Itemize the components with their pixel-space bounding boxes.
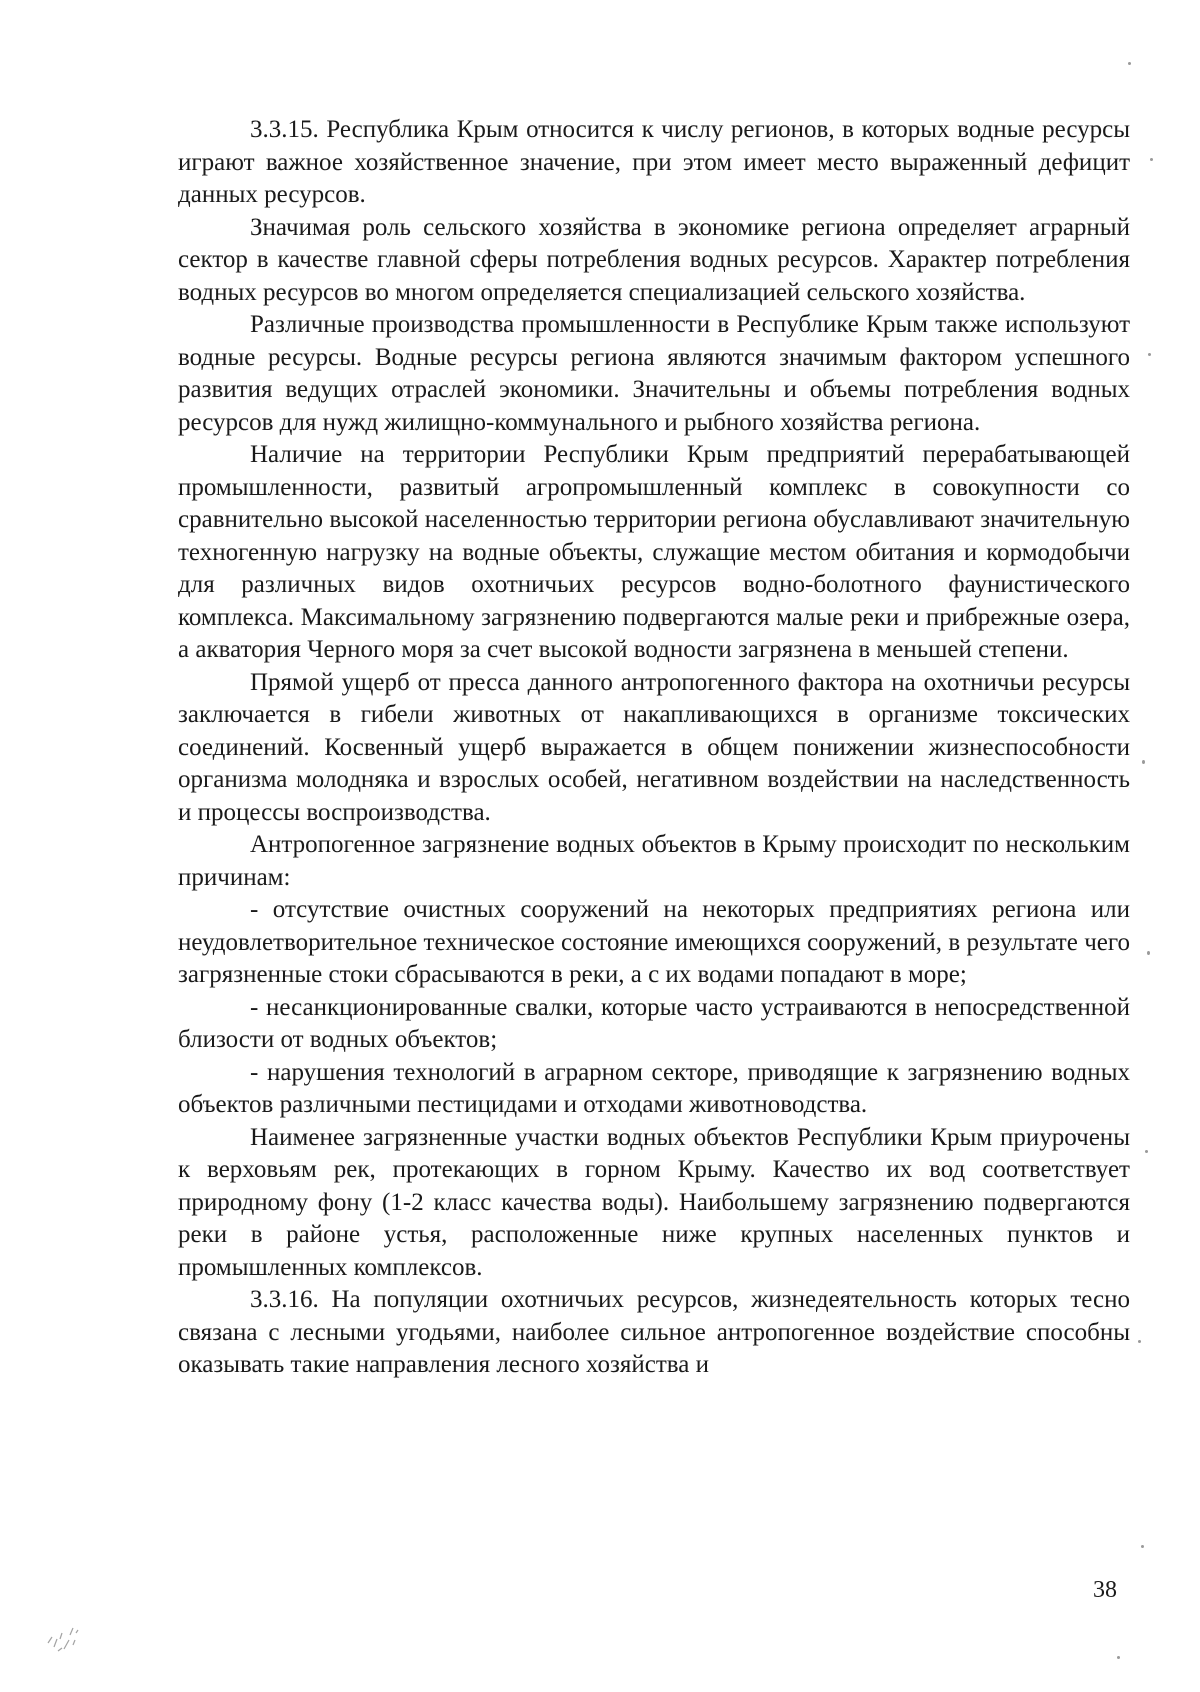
scan-speck — [1148, 353, 1151, 356]
list-item-dumps: - несанкционированные свалки, которые часто устраиваются в непосредственной близости от водных объектов; — [178, 993, 1130, 1053]
scan-speck — [1142, 760, 1145, 764]
paragraph-technogenic-load: Наличие на территории Республики Крым предприятий перерабатывающей промышленности, развитый агропромышленный комплекс в совокупности со сравнительно высокой населенностью территории региона обуславливают значительную техногенную нагрузку на водные объекты, служащие местом обитания и кормодобычи для различных видов охотничьих ресурсов водно-болотного фаунистического комплекса. Максимальному загрязнению подвергаются малые реки и прибрежные озера, а акватория Черного моря за счет высокой водности загрязнена в меньшей степени. — [178, 441, 1130, 663]
paragraph-pollution-causes: Антропогенное загрязнение водных объектов в Крыму происходит по нескольким причинам: — [178, 831, 1130, 891]
paragraph-industry: Различные производства промышленности в Республике Крым также используют водные ресурсы. Водные ресурсы региона являются значимым фактором успешного развития ведущих отраслей экономики. Значительны и объемы потребления водных ресурсов для нужд жилищно-коммунального и рыбного хозяйства региона. — [178, 311, 1130, 436]
scan-speck — [1150, 158, 1153, 161]
document-body — [178, 114, 1130, 1382]
paragraph-agriculture: Значимая роль сельского хозяйства в экономике региона определяет аграрный сектор в качестве главной сферы потребления водных ресурсов. Характер потребления водных ресурсов во многом определяется специализацией сельского хозяйства. — [178, 213, 1130, 306]
paragraph-damage: Прямой ущерб от пресса данного антропогенного фактора на охотничьи ресурсы заключается в гибели животных от накапливающихся в организме токсических соединений. Косвенный ущерб выражается в общем понижении жизнеспособности организма молодняка и взрослых особей, негативном воздействии на наследственность и процессы воспроизводства. — [178, 668, 1130, 826]
scan-speck — [1117, 1656, 1120, 1659]
paragraph-least-polluted: Наименее загрязненные участки водных объектов Республики Крым приурочены к верховьям рек, протекающих в горном Крыму. Качество их вод соответствует природному фону (1-2 класс качества воды). Наибольшему загрязнению подвергаются реки в районе устья, расположенные ниже крупных населенных пунктов и промышленных комплексов. — [178, 1123, 1130, 1281]
scan-speck — [1147, 951, 1150, 955]
list-item-treatment-facilities: - отсутствие очистных сооружений на некоторых предприятиях региона или неудовлетворительное техническое состояние имеющихся сооружений, в результате чего загрязненные стоки сбрасываются в реки, а с их водами попадают в море; — [178, 896, 1130, 988]
scan-speck — [1128, 62, 1131, 65]
scan-smudge-mark — [40, 1605, 120, 1655]
scan-speck — [1145, 1150, 1148, 1153]
paragraph-3-3-16: 3.3.16. На популяции охотничьих ресурсов, жизнедеятельность которых тесно связана с лесными угодьями, наиболее сильное антропогенное воздействие способны оказывать такие направления лесного хозяйства и — [178, 1286, 1130, 1378]
scan-speck — [1141, 1545, 1144, 1548]
list-item-agrarian: - нарушения технологий в аграрном секторе, приводящие к загрязнению водных объектов различными пестицидами и отходами животноводства. — [178, 1058, 1130, 1118]
page-number: 38 — [1093, 1577, 1117, 1603]
scan-speck — [1138, 1340, 1141, 1343]
paragraph-3-3-15: 3.3.15. Республика Крым относится к числу регионов, в которых водные ресурсы играют важное хозяйственное значение, при этом имеет место выраженный дефицит данных ресурсов. — [178, 116, 1130, 208]
